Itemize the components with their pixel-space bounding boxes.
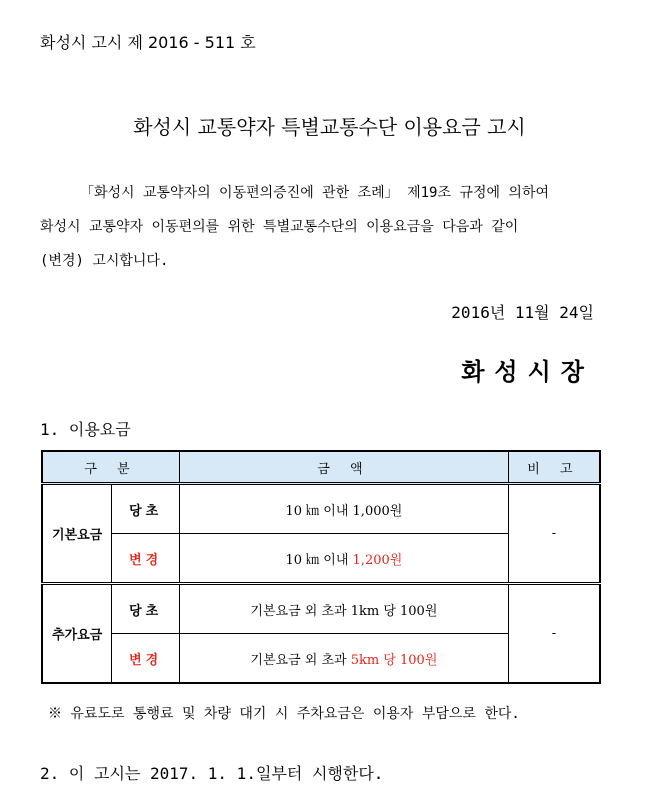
table-row: [42, 584, 600, 634]
stage-changed: 변경: [112, 634, 180, 684]
stage-original: 당초: [112, 484, 180, 534]
body-line-3: (변경) 고시합니다.: [40, 253, 169, 269]
amount-original: 기본요금 외 초과 1km 당 100원: [180, 584, 509, 634]
category-basic-fee: 기본요금: [42, 484, 112, 584]
section-1-title: 1. 이용요금: [40, 420, 131, 439]
notice-body: [40, 176, 600, 278]
amount-changed-prefix: 기본요금 외 초과: [250, 652, 351, 668]
amount-changed-highlight: 5km 당 100원: [350, 652, 438, 668]
remarks-cell: -: [508, 584, 600, 684]
category-extra-fee: 추가요금: [42, 584, 112, 684]
header-remarks: 비 고: [508, 451, 600, 484]
amount-changed: [180, 634, 509, 684]
header-category: 구 분: [42, 451, 180, 484]
stage-original: 당초: [112, 584, 180, 634]
document-title: 화성시 교통약자 특별교통수단 이용요금 고시: [133, 115, 526, 139]
stage-changed: 변경: [112, 534, 180, 584]
signer-name: 화성시장: [461, 357, 594, 386]
amount-original: 10 ㎞ 이내 1,000원: [180, 484, 509, 534]
remarks-cell: -: [508, 484, 600, 584]
table-header-row: [42, 451, 600, 484]
table-row: [42, 484, 600, 534]
header-amount: 금 액: [180, 451, 509, 484]
section-2-effective-date: 2. 이 고시는 2017. 1. 1.일부터 시행한다.: [40, 764, 384, 783]
amount-changed-highlight: 1,200원: [352, 552, 403, 568]
notice-date: 2016년 11월 24일: [451, 303, 594, 322]
amount-changed: [180, 534, 509, 584]
body-line-2: 화성시 교통약자 이동편의를 위한 특별교통수단의 이용요금을 다음과 같이: [40, 219, 519, 235]
body-line-1: 「화성시 교통약자의 이동편의증진에 관한 조례」 제19조 규정에 의하여: [80, 185, 550, 201]
notice-number: 화성시 고시 제 2016 - 511 호: [40, 33, 256, 52]
fee-table: [41, 450, 601, 684]
amount-changed-prefix: 10 ㎞ 이내: [285, 552, 353, 568]
footnote: ※ 유료도로 통행료 및 차량 대기 시 주차요금은 이용자 부담으로 한다.: [48, 706, 520, 722]
